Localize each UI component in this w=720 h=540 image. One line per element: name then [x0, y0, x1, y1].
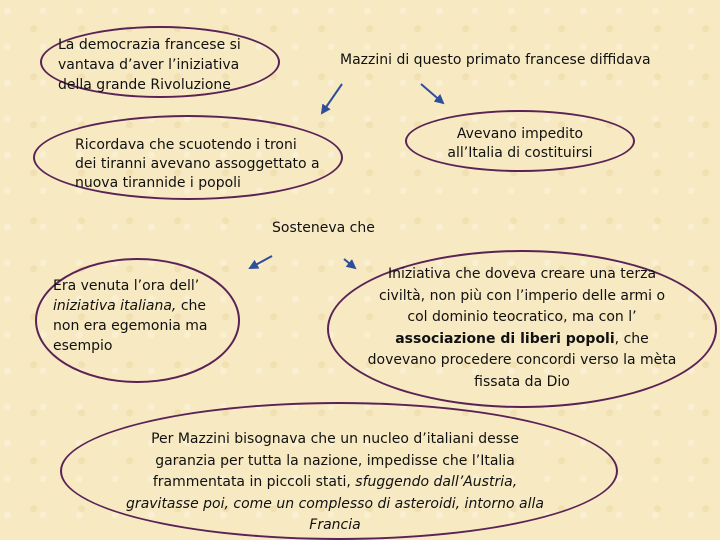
node-terza-civilta: [367, 264, 677, 393]
arrow-to-ora-iniziativa: [250, 256, 272, 268]
node-nucleo-italiani: [125, 429, 545, 537]
nucleo-italiani-text-1: Per Mazzini bisognava che un nucleo d’italiani desse garanzia per tutta la nazione, impedisse che l’Italia frammentata in piccoli stati,: [151, 431, 519, 490]
node-democrazia-francese: La democrazia francese si vantava d’aver l’iniziativa della grande Rivoluzione: [58, 37, 241, 93]
node-avevano-impedito: Avevano impedito all’Italia di costituirsi: [447, 126, 593, 161]
arrow-to-avevano-impedito: [421, 84, 443, 103]
arrow-to-terza-civilta: [344, 259, 355, 268]
node-mazzini-diffidava: Mazzini di questo primato francese diffidava: [340, 52, 651, 68]
node-sosteneva-che: Sosteneva che: [272, 220, 375, 236]
terza-civilta-text-3: , che dovevano procedere concordi verso la mèta fissata da Dio: [367, 330, 677, 390]
ora-iniziativa-text-italic: iniziativa italiana,: [53, 298, 177, 314]
terza-civilta-text-bold: associazione di liberi popoli: [395, 330, 615, 347]
terza-civilta-text-1: Iniziativa che doveva creare una terza civiltà, non più con l’imperio delle armi o col dominio teocratico, ma con l’: [378, 266, 666, 325]
ora-iniziativa-text-3: che non era egemonia ma esempio: [53, 298, 208, 354]
ora-iniziativa-text-1: Era venuta l’ora dell’: [53, 278, 200, 294]
arrow-to-ricordava: [322, 84, 342, 113]
node-ricordava: Ricordava che scuotendo i troni dei tiranni avevano assoggettato a nuova tirannide i popoli: [75, 137, 320, 191]
node-ora-iniziativa: [53, 276, 228, 356]
nucleo-italiani-text-italic: sfuggendo dall’Austria, gravitasse poi, come un complesso di asteroidi, intorno alla Francia: [126, 474, 544, 533]
